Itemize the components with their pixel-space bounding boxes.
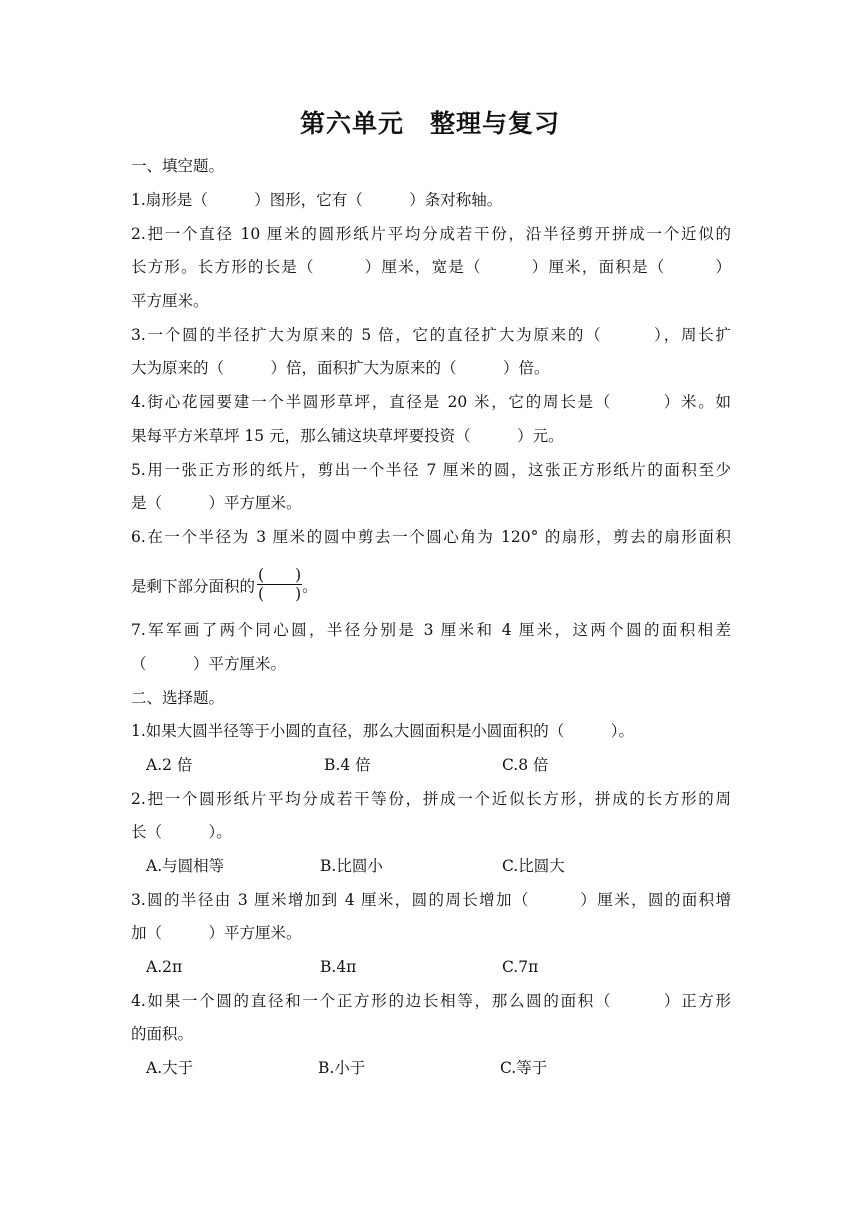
- fraction-blank: [257, 567, 302, 604]
- s2-q4-option-c: C.等于: [500, 1059, 548, 1077]
- fraction-denominator: ( ): [258, 585, 302, 603]
- s1-q6-suffix: 。: [302, 577, 318, 596]
- s2-q2-option-a: A.与圆相等: [146, 857, 225, 875]
- s2-q4-option-a: A.大于: [146, 1059, 194, 1077]
- s2-q1: 1.如果大圆半径等于小圆的直径，那么大圆面积是小圆面积的（ ）。: [131, 722, 635, 740]
- s2-q4-line1: 4.如果一个圆的直径和一个正方形的边长相等，那么圆的面积（ ）正方形: [131, 992, 731, 1010]
- s1-q2-line2: 长方形。长方形的长是（ ）厘米，宽是（ ）厘米，面积是（ ）: [131, 258, 731, 276]
- s1-q4-line1: 4.街心花园要建一个半圆形草坪，直径是 20 米，它的周长是（ ）米。如: [131, 393, 731, 411]
- s1-q4-line2: 果每平方米草坪 15 元，那么铺这块草坪要投资（ ）元。: [131, 427, 564, 445]
- section1-heading: 一、填空题。: [131, 157, 225, 175]
- s1-q6-line1: 6.在一个半径为 3 厘米的圆中剪去一个圆心角为 120° 的扇形，剪去的扇形面积: [131, 528, 731, 546]
- s2-q3-option-b: B.4π: [320, 958, 357, 976]
- s2-q1-option-c: C.8 倍: [502, 756, 549, 774]
- s2-q2-line1: 2.把一个圆形纸片平均分成若干等份，拼成一个近似长方形，拼成的长方形的周: [131, 790, 731, 808]
- s1-q6-line2: [131, 566, 318, 606]
- s2-q1-option-a: A.2 倍: [146, 756, 193, 774]
- s1-q5-line1: 5.用一张正方形的纸片，剪出一个半径 7 厘米的圆，这张正方形纸片的面积至少: [131, 461, 731, 479]
- s2-q2-option-c: C.比圆大: [502, 857, 565, 875]
- s2-q2-line2: 长（ ）。: [131, 823, 232, 841]
- section2-heading: 二、选择题。: [131, 689, 225, 707]
- s1-q3-line2: 大为原来的（ ）倍，面积扩大为原来的（ ）倍。: [131, 359, 550, 377]
- s2-q4-line2: 的面积。: [131, 1025, 194, 1043]
- s2-q1-option-b: B.4 倍: [324, 756, 371, 774]
- s1-q2-line1: 2.把一个直径 10 厘米的圆形纸片平均分成若干份，沿半径剪开拼成一个近似的: [131, 225, 731, 243]
- s1-q6-prefix: 是剩下部分面积的: [131, 577, 256, 596]
- s1-q7-line2: （ ）平方厘米。: [131, 655, 287, 673]
- s2-q3-line2: 加（ ）平方厘米。: [131, 924, 302, 942]
- s2-q2-option-b: B.比圆小: [320, 857, 383, 875]
- s1-q7-line1: 7.军军画了两个同心圆，半径分别是 3 厘米和 4 厘米，这两个圆的面积相差: [131, 621, 731, 639]
- s2-q3-option-c: C.7π: [502, 958, 539, 976]
- s2-q4-option-b: B.小于: [318, 1059, 366, 1077]
- fraction-numerator: ( ): [258, 566, 302, 584]
- s2-q3-line1: 3.圆的半径由 3 厘米增加到 4 厘米，圆的周长增加（ ）厘米，圆的面积增: [131, 891, 731, 909]
- s2-q3-option-a: A.2π: [146, 958, 183, 976]
- s1-q3-line1: 3.一个圆的半径扩大为原来的 5 倍，它的直径扩大为原来的（ ），周长扩: [131, 326, 731, 344]
- page-title: 第六单元 整理与复习: [299, 109, 560, 138]
- s1-q5-line2: 是（ ）平方厘米。: [131, 494, 302, 512]
- s1-q2-line3: 平方厘米。: [131, 292, 209, 310]
- s1-q1: 1.扇形是（ ）图形，它有（ ）条对称轴。: [131, 191, 503, 209]
